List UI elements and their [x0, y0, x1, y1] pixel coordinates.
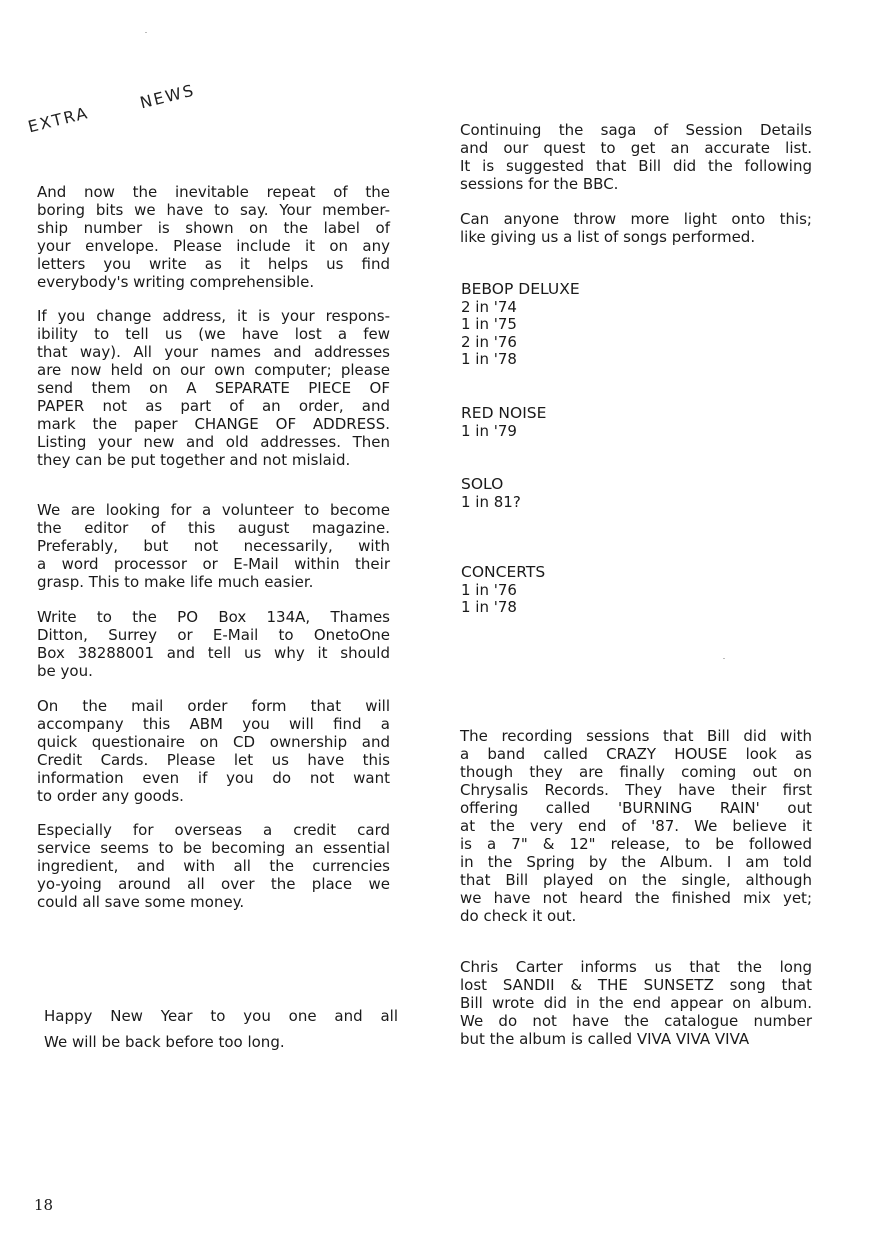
- session-row: 2 in '76: [461, 332, 517, 351]
- text-line: Preferably, but not necessarily, with: [37, 537, 390, 555]
- text-line: ship number is shown on the label of: [37, 219, 390, 237]
- text-line: grasp. This to make life much easier.: [37, 573, 314, 591]
- scan-speck: [723, 658, 725, 659]
- text-line: your envelope. Please include it on any: [37, 237, 390, 255]
- text-line: though they are finally coming out on: [460, 763, 812, 781]
- session-concerts: [461, 564, 545, 617]
- text-line: quick questionaire on CD ownership and: [37, 733, 390, 751]
- session-row: 2 in '74: [461, 297, 517, 316]
- text-line: accompany this ABM you will find a: [37, 715, 390, 733]
- text-line: Listing your new and old addresses. Then: [37, 433, 390, 451]
- write-paragraph: [37, 608, 390, 680]
- text-line: to order any goods.: [37, 787, 184, 805]
- session-solo: [461, 476, 521, 511]
- session-bebop-deluxe: [461, 281, 580, 369]
- overseas-paragraph: [37, 821, 390, 911]
- questionnaire-paragraph: [37, 697, 390, 805]
- text-line: a band called CRAZY HOUSE look as: [460, 745, 812, 763]
- session-row: 1 in '78: [461, 598, 517, 617]
- session-row: 1 in 81?: [461, 492, 521, 511]
- text-line: be you.: [37, 662, 93, 680]
- text-line: Continuing the saga of Session Details: [460, 121, 812, 139]
- new-year-message: [44, 1003, 398, 1055]
- text-line: offering called 'BURNING RAIN' out: [460, 799, 812, 817]
- text-line: are now held on our own computer; please: [37, 361, 390, 379]
- text-line: We are looking for a volunteer to become: [37, 501, 390, 519]
- text-line: that Bill played on the single, although: [460, 871, 812, 889]
- text-line: Chris Carter informs us that the long: [460, 958, 812, 976]
- request-paragraph: [460, 210, 812, 246]
- text-line: It is suggested that Bill did the following: [460, 157, 812, 175]
- session-row: 1 in '76: [461, 580, 517, 599]
- news-heading: NEWS: [138, 80, 197, 113]
- session-row: 1 in '79: [461, 421, 517, 440]
- text-line: We will be back before too long.: [44, 1033, 285, 1051]
- text-line: Can anyone throw more light onto this;: [460, 210, 812, 228]
- text-line: Write to the PO Box 134A, Thames: [37, 608, 390, 626]
- text-line: service seems to be becoming an essential: [37, 839, 390, 857]
- crazy-house-paragraph: [460, 727, 812, 925]
- extra-heading: EXTRA: [26, 103, 91, 137]
- volunteer-paragraph: [37, 501, 390, 591]
- session-heading: CONCERTS: [461, 563, 546, 581]
- text-line: Bill wrote did in the end appear on album.: [460, 994, 812, 1012]
- text-line: and our quest to get an accurate list.: [460, 139, 812, 157]
- text-line: they can be put together and not mislaid.: [37, 451, 351, 469]
- text-line: could all save some money.: [37, 893, 245, 911]
- session-heading: RED NOISE: [461, 404, 547, 422]
- sandii-paragraph: [460, 958, 812, 1048]
- text-line: Ditton, Surrey or E-Mail to OnetoOne: [37, 626, 390, 644]
- session-red-noise: [461, 405, 546, 440]
- text-line: Happy New Year to you one and all: [44, 1007, 398, 1025]
- text-line: the editor of this august magazine.: [37, 519, 390, 537]
- text-line: And now the inevitable repeat of the: [37, 183, 390, 201]
- text-line: Credit Cards. Please let us have this: [37, 751, 390, 769]
- session-heading: BEBOP DELUXE: [461, 280, 580, 298]
- text-line: ingredient, and with all the currencies: [37, 857, 390, 875]
- text-line: We do not have the catalogue number: [460, 1012, 812, 1030]
- text-line: a word processor or E-Mail within their: [37, 555, 390, 573]
- text-line: at the very end of '87. We believe it: [460, 817, 812, 835]
- text-line: we have not heard the finished mix yet;: [460, 889, 812, 907]
- text-line: Especially for overseas a credit card: [37, 821, 390, 839]
- text-line: send them on A SEPARATE PIECE OF: [37, 379, 390, 397]
- text-line: On the mail order form that will: [37, 697, 390, 715]
- text-line: information even if you do not want: [37, 769, 390, 787]
- text-line: If you change address, it is your respons-: [37, 307, 390, 325]
- text-line: but the album is called VIVA VIVA VIVA: [460, 1030, 750, 1048]
- text-line: The recording sessions that Bill did with: [460, 727, 812, 745]
- scan-speck: [145, 32, 147, 33]
- session-row: 1 in '78: [461, 350, 517, 369]
- text-line: Chrysalis Records. They have their first: [460, 781, 812, 799]
- text-line: that way). All your names and addresses: [37, 343, 390, 361]
- text-line: like giving us a list of songs performed.: [460, 228, 756, 246]
- page-number: 18: [34, 1196, 54, 1214]
- text-line: yo-yoing around all over the place we: [37, 875, 390, 893]
- text-line: mark the paper CHANGE OF ADDRESS.: [37, 415, 390, 433]
- text-line: ibility to tell us (we have lost a few: [37, 325, 390, 343]
- text-line: boring bits we have to say. Your member-: [37, 201, 390, 219]
- saga-paragraph: [460, 121, 812, 193]
- membership-paragraph: [37, 183, 390, 291]
- text-line: PAPER not as part of an order, and: [37, 397, 390, 415]
- text-line: letters you write as it helps us find: [37, 255, 390, 273]
- text-line: is a 7" & 12" release, to be followed: [460, 835, 812, 853]
- text-line: Box 38288001 and tell us why it should: [37, 644, 390, 662]
- session-heading: SOLO: [461, 475, 504, 493]
- text-line: do check it out.: [460, 907, 577, 925]
- text-line: sessions for the BBC.: [460, 175, 619, 193]
- session-row: 1 in '75: [461, 315, 517, 334]
- address-paragraph: [37, 307, 390, 469]
- text-line: in the Spring by the Album. I am told: [460, 853, 812, 871]
- text-line: everybody's writing comprehensible.: [37, 273, 315, 291]
- text-line: lost SANDII & THE SUNSETZ song that: [460, 976, 812, 994]
